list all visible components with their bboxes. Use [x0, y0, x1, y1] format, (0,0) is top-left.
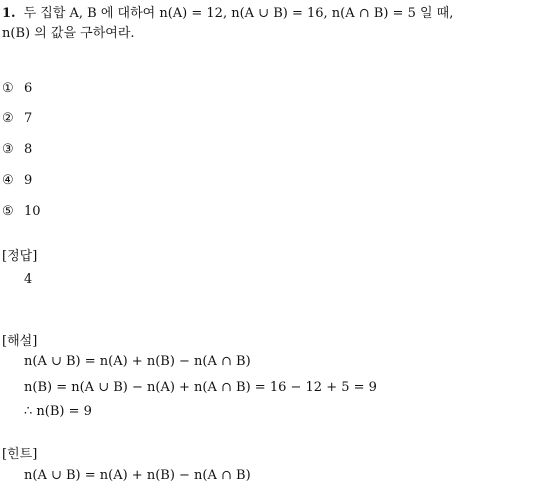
choice-value: 10 — [24, 204, 41, 219]
choice-marker: ② — [2, 111, 14, 126]
explanation-line-2: n(B) = n(A ∪ B) − n(A) + n(A ∩ B) = 16 − 12 + 5 = 9 — [24, 380, 377, 395]
choice-5[interactable] — [2, 204, 41, 219]
answer-value: 4 — [24, 272, 33, 287]
question-number: 1. — [2, 6, 16, 21]
choice-value: 8 — [24, 142, 33, 157]
choice-2[interactable] — [2, 111, 32, 126]
question-text-1: 두 집합 A, B 에 대하여 n(A) = 12, n(A ∪ B) = 16, n(A ∩ B) = 5 일 때, — [23, 6, 454, 21]
explanation-line-3: ∴ n(B) = 9 — [24, 404, 92, 419]
choice-marker: ④ — [2, 173, 14, 188]
choice-value: 9 — [24, 173, 33, 188]
choice-marker: ⑤ — [2, 204, 14, 219]
choice-marker: ③ — [2, 142, 14, 157]
question-line-1 — [2, 2, 453, 21]
choice-4[interactable] — [2, 173, 32, 188]
hint-line: n(A ∪ B) = n(A) + n(B) − n(A ∩ B) — [24, 468, 251, 483]
question-text-2: n(B) 의 값을 구하여라. — [2, 26, 135, 41]
explanation-line-1: n(A ∪ B) = n(A) + n(B) − n(A ∩ B) — [24, 354, 251, 369]
answer-header: [정답] — [2, 249, 38, 264]
choice-marker: ① — [2, 81, 14, 96]
explanation-header: [해설] — [2, 334, 38, 349]
choice-3[interactable] — [2, 142, 32, 157]
choice-value: 7 — [24, 111, 33, 126]
choice-value: 6 — [24, 81, 33, 96]
choice-1[interactable] — [2, 81, 32, 96]
hint-header: [힌트] — [2, 447, 38, 462]
